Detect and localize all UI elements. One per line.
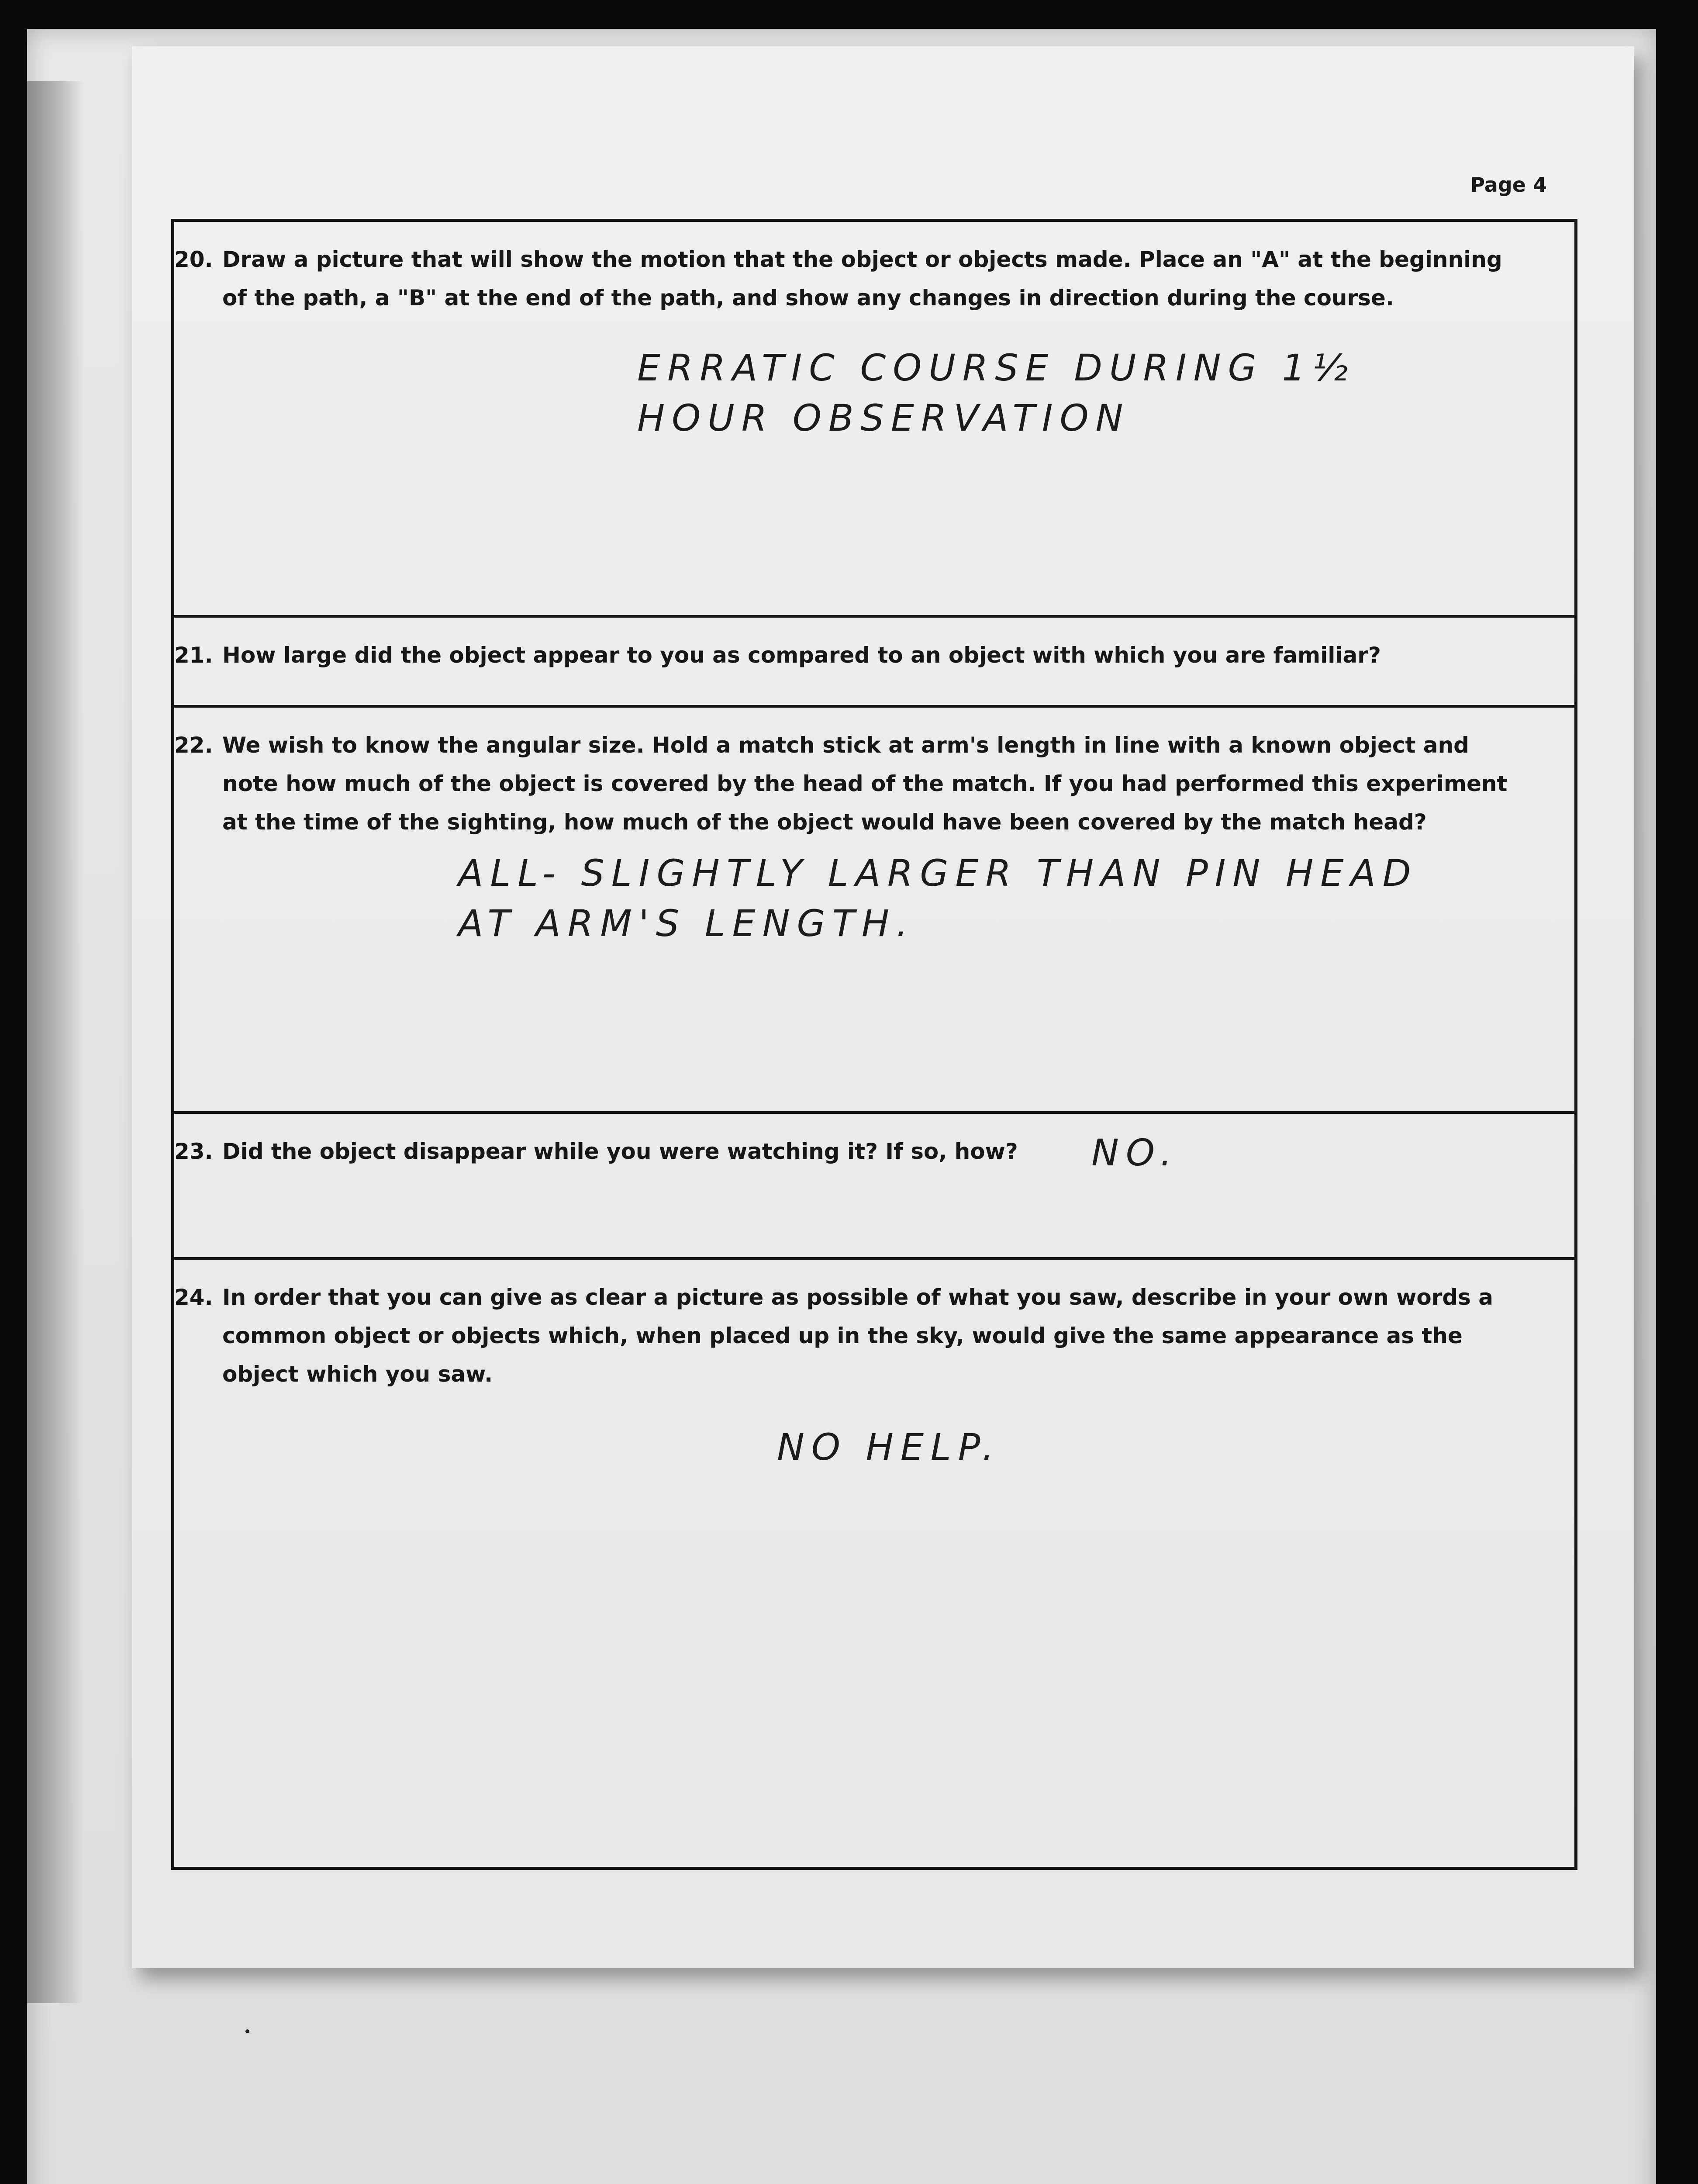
question-text: How large did the object appear to you as compared to an object with which you are familiar?: [222, 643, 1381, 668]
question-number: 23.: [174, 1139, 213, 1164]
question-23-section: [174, 1111, 1574, 1260]
question-number: 20.: [174, 247, 213, 272]
question-22-section: [174, 705, 1574, 1114]
question-number: 24.: [174, 1285, 213, 1310]
question-text: We wish to know the angular size. Hold a match stick at arm's length in line with a known object and note how much of the object is covered by the head of the match. If you had performed this experiment at the time of the sighting, how much of the object would have been covered by the match head?: [222, 733, 1508, 835]
question-number: 22.: [174, 733, 213, 758]
questionnaire-box: [171, 219, 1577, 1870]
handwritten-answer: ALL- SLIGHTLY LARGER THAN PIN HEAD: [458, 852, 1418, 895]
question-24: [174, 1278, 1522, 1393]
scanned-sheet: [27, 29, 1656, 2184]
handwritten-answer: AT ARM'S LENGTH.: [458, 902, 915, 945]
question-20: [174, 240, 1522, 317]
form-page: [132, 46, 1634, 1968]
question-24-section: [174, 1257, 1574, 1870]
question-text: Did the object disappear while you were watching it? If so, how?: [222, 1139, 1018, 1164]
question-22: [174, 726, 1522, 841]
question-23: [174, 1132, 1522, 1171]
handwritten-answer: HOUR OBSERVATION: [637, 397, 1130, 439]
question-number: 21.: [174, 643, 213, 668]
dust-speck: [245, 2029, 249, 2033]
handwritten-answer: NO HELP.: [777, 1426, 1001, 1469]
question-text: In order that you can give as clear a picture as possible of what you saw, describe in your own words a common object or objects which, when placed up in the sky, would give the same appearance as the object which you saw.: [222, 1285, 1494, 1387]
handwritten-answer: NO.: [1091, 1131, 1179, 1174]
question-text: Draw a picture that will show the motion that the object or objects made. Place an "A" at the beginning of the path, a "B" at the end of the path, and show any changes in direction during the course.: [222, 247, 1502, 311]
handwritten-answer: ERRATIC COURSE DURING 1½: [637, 346, 1355, 389]
question-21-section: [174, 615, 1574, 708]
binding-shadow: [27, 81, 84, 2003]
page-number: Page 4: [1470, 173, 1547, 197]
question-20-section: [174, 222, 1574, 615]
question-21: [174, 636, 1522, 674]
